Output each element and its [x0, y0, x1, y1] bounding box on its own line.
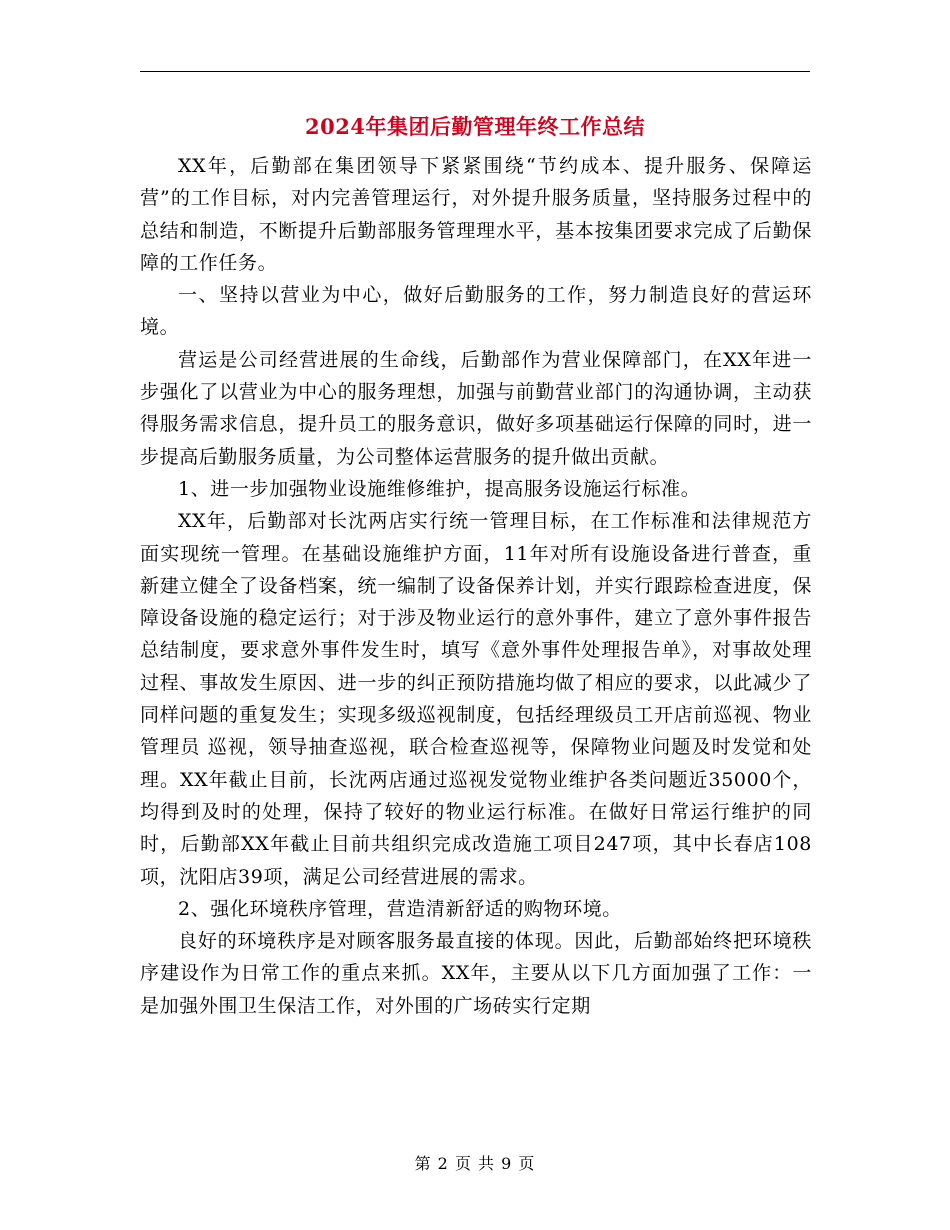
- body-paragraph: 良好的环境秩序是对顾客服务最直接的体现。因此，后勤部始终把环境秩序建设作为日常工作的重点来抓。XX年，主要从以下几方面加强了工作：一是加强外围卫生保洁工作，对外围的广场砖实行定期: [140, 930, 812, 1017]
- section-heading: 一、坚持以营业为中心，做好后勤服务的工作，努力制造良好的营运环境。: [140, 284, 812, 339]
- body-paragraph: 营运是公司经营进展的生命线，后勤部作为营业保障部门，在XX年进一步强化了以营业为中心的服务理想，加强与前勤营业部门的沟通协调，主动获得服务需求信息，提升员工的服务意识，做好多项基础运行保障的同时，进一步提高后勤服务质量，为公司整体运营服务的提升做出贡献。: [140, 348, 812, 468]
- body-paragraph: XX年，后勤部对长沈两店实行统一管理目标，在工作标准和法律规范方面实现统一管理。在基础设施维护方面，11年对所有设施设备进行普查，重新建立健全了设备档案，统一编制了设备保养计划，并实行跟踪检查进度，保障设备设施的稳定运行；对于涉及物业运行的意外事件，建立了意外事件报告总结制度，要求意外事件发生时，填写《意外事件处理报告单》，对事故处理过程、事故发生原因、进一步的纠正预防措施均做了相应的要求，以此减少了同样问题的重复发生；实现多级巡视制度，包括经理级员工开店前巡视、物业管理员 巡视，领导抽查巡视，联合检查巡视等，保障物业问题及时发觉和处理。XX年截止目前，长沈两店通过巡视发觉物业维护各类问题近35000个，均得到及时的处理，保持了较好的物业运行标准。在做好日常运行维护的同时，后勤部XX年截止目前共组织完成改造施工项目247项，其中长春店108项，沈阳店39项，满足公司经营进展的需求。: [140, 510, 812, 888]
- header-rule: [140, 71, 810, 72]
- page-footer: [0, 1152, 950, 1176]
- document-title: 2024年集团后勤管理年终工作总结: [305, 114, 645, 139]
- document-body: [140, 150, 812, 1022]
- subsection-heading: 2、强化环境秩序管理，营造清新舒适的购物环境。: [178, 897, 622, 920]
- subsection-heading: 1、进一步加强物业设施维修维护，提高服务设施运行标准。: [178, 477, 701, 500]
- page-number-label: 第 2 页 共 9 页: [414, 1154, 536, 1173]
- body-paragraph: XX年，后勤部在集团领导下紧紧围绕“节约成本、提升服务、保障运营”的工作目标，对内完善管理运行，对外提升服务质量，坚持服务过程中的总结和制造，不断提升后勤部服务管理理水平，基本按集团要求完成了后勤保障的工作任务。: [140, 155, 812, 274]
